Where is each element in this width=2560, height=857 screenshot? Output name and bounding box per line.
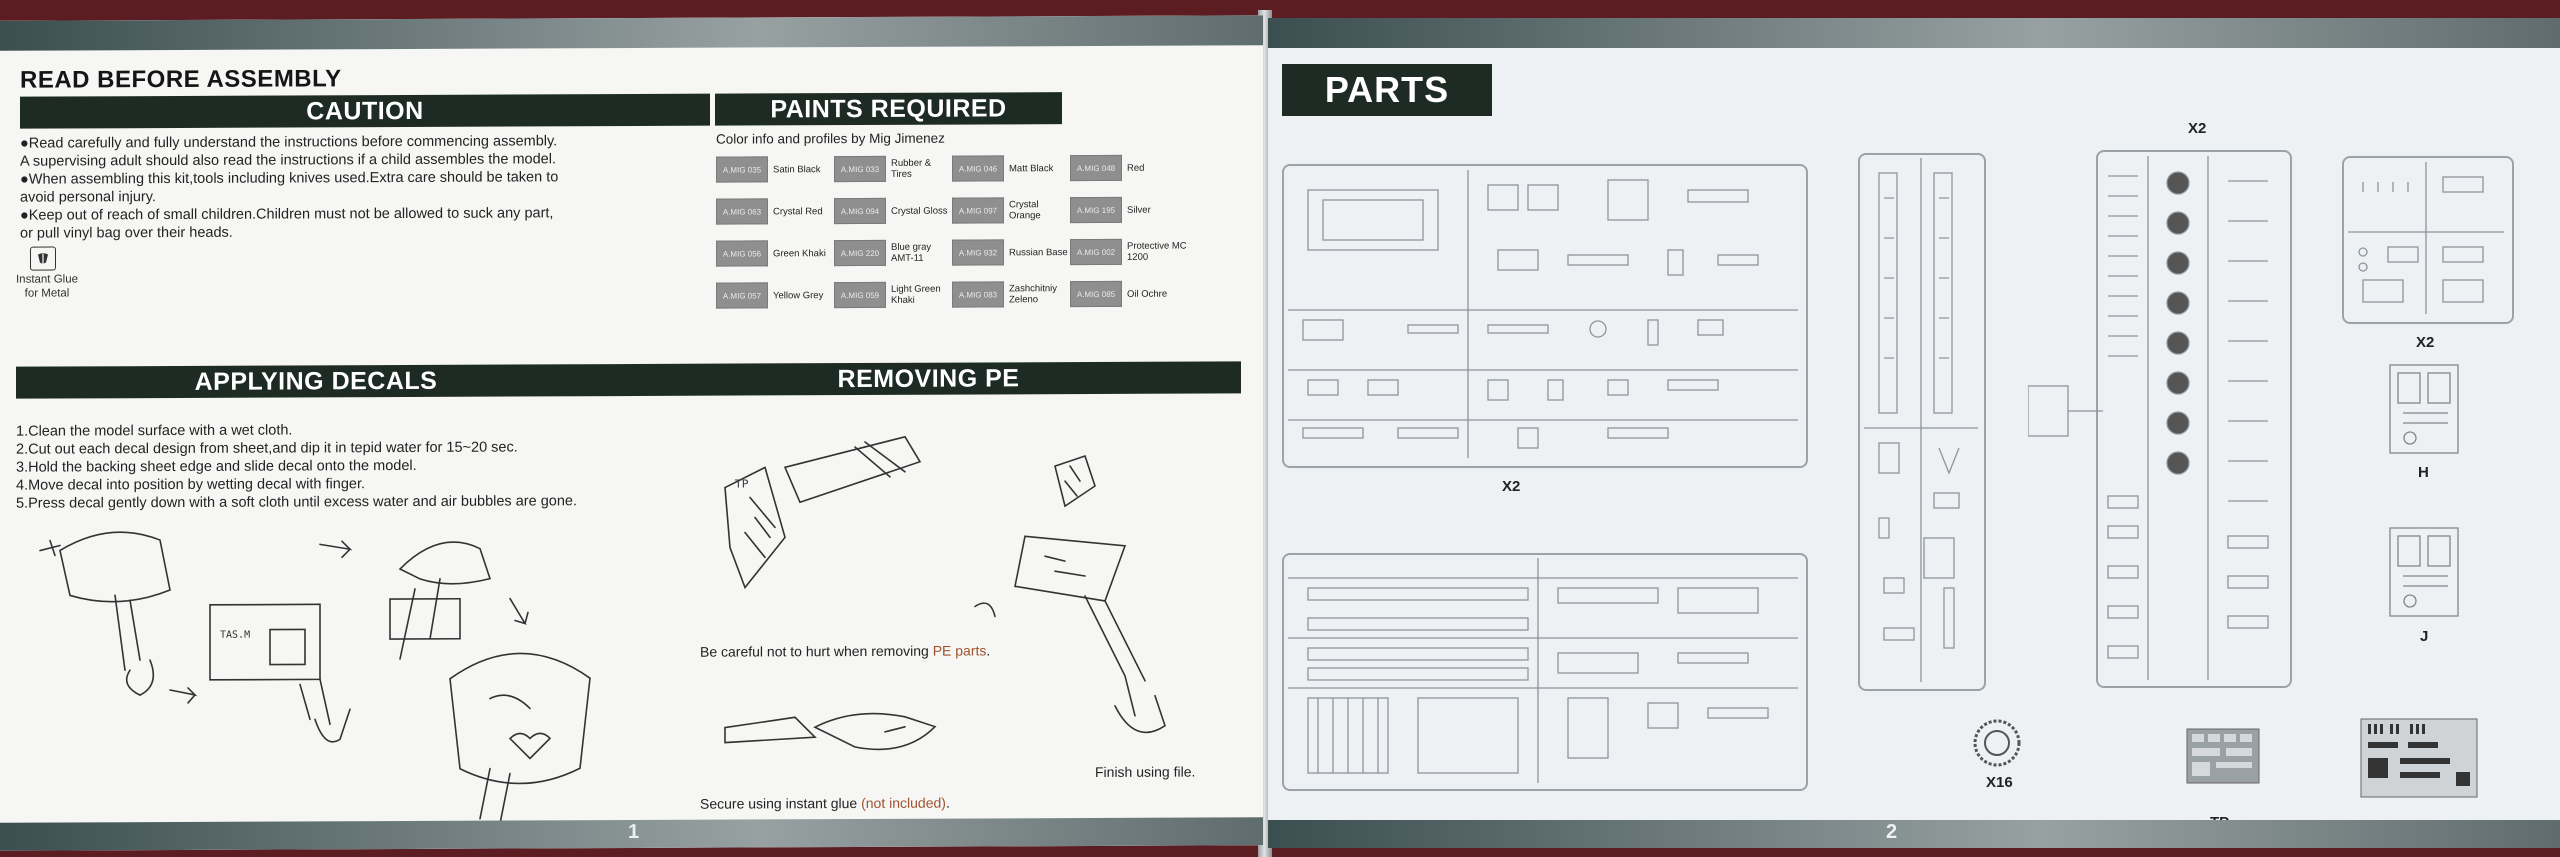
paint-name: Crystal Gloss [891, 205, 948, 217]
decal-step: 3.Hold the backing sheet edge and slide decal onto the model. [16, 457, 417, 476]
caution-line: ●Keep out of reach of small children.Children must not be allowed to suck any part, [20, 205, 554, 224]
parts-title: PARTS [1324, 69, 1450, 110]
paint-code: A.MIG 059 [834, 282, 886, 308]
qty-part-j: J [2420, 628, 2429, 645]
paint-item [1070, 278, 1187, 311]
paints-title: PAINTS REQUIRED [770, 93, 1007, 123]
paint-name: Yellow Grey [773, 289, 824, 301]
paint-name: Red [1127, 162, 1145, 174]
page-2-top-band [1268, 18, 2560, 48]
glue-label-line-2: for Metal [24, 287, 70, 300]
decal-steps [16, 420, 656, 513]
decal-step: 1.Clean the model surface with a wet cloth. [16, 422, 293, 440]
paint-item [716, 279, 833, 312]
sprue-e-parts [2348, 162, 2504, 314]
paint-name: Crystal Orange [1009, 199, 1041, 222]
paint-name: Zashchitniy Zeleno [1009, 283, 1058, 306]
paint-code: A.MIG 097 [952, 197, 1004, 223]
paint-item [952, 152, 1069, 185]
pe-caption-part: Secure using instant glue [700, 794, 862, 812]
paint-item [834, 153, 951, 186]
parts-header [1282, 64, 1492, 116]
applying-decals-header [16, 364, 616, 399]
paint-name: Oil Ochre [1127, 288, 1168, 300]
qty-part-h: H [2418, 464, 2429, 481]
paint-code: A.MIG 083 [952, 281, 1004, 307]
paint-item [1070, 152, 1187, 185]
paint-code: A.MIG 063 [716, 198, 768, 224]
page-number: 2 [1886, 821, 1898, 843]
paint-item [952, 194, 1069, 227]
sprue-d-parts [2028, 156, 2298, 680]
qty-sprue-d: X2 [2416, 334, 2435, 351]
pe-caption-glue [700, 795, 950, 812]
caution-line: ●When assembling this kit,tools including knives used.Extra care should be taken to [20, 169, 559, 188]
instant-glue-label [12, 272, 82, 300]
pe-caption-careful [700, 642, 990, 659]
pe-caption-part: Be careful not to hurt when removing [700, 642, 933, 660]
paint-code: A.MIG 033 [834, 156, 886, 182]
paint-item [834, 279, 951, 312]
paint-code: A.MIG 094 [834, 198, 886, 224]
wheel-icon [1972, 718, 2022, 768]
sprue-c-parts [1864, 158, 1978, 682]
paint-name: Russian Base [1009, 246, 1068, 258]
sprue-a-parts [1288, 170, 1798, 458]
paints-subtitle: Color info and profiles by Mig Jimenez [716, 130, 945, 147]
qty-sprue-c: X2 [2188, 120, 2207, 137]
paint-code: A.MIG 048 [1070, 155, 1122, 181]
paint-name: Satin Black [773, 163, 821, 175]
paint-item [716, 153, 833, 186]
caution-line: avoid personal injury. [20, 189, 156, 206]
paint-code: A.MIG 195 [1070, 197, 1122, 223]
paint-item [952, 236, 1069, 269]
paint-code: A.MIG 085 [1070, 281, 1122, 307]
paint-code: A.MIG 057 [716, 282, 768, 308]
decal-step: 5.Press decal gently down with a soft cloth until excess water and air bubbles are gone. [16, 493, 577, 512]
paint-item [952, 278, 1069, 311]
pe-title: REMOVING PE [837, 363, 1020, 393]
decals-title: APPLYING DECALS [194, 366, 438, 396]
paint-grid [716, 151, 1236, 311]
paint-name: Crystal Red [773, 205, 823, 217]
pe-caption-highlight: (not included) [861, 794, 946, 811]
decal-step: 4.Move decal into position by wetting decal with finger. [16, 476, 366, 494]
caution-line: or pull vinyl bag over their heads. [20, 224, 233, 242]
pe-caption-file: Finish using file. [1095, 763, 1196, 780]
decal-sheet-sketch [2360, 718, 2478, 798]
paint-code: A.MIG 220 [834, 240, 886, 266]
pe-fret-sketch [2186, 728, 2260, 784]
paint-code: A.MIG 046 [952, 155, 1004, 181]
svg-text:TP: TP [735, 477, 749, 491]
caution-line: A supervising adult should also read the instructions if a child assembles the model. [20, 151, 556, 170]
removing-pe-header [616, 361, 1241, 396]
paint-name: Protective MC 1200 [1127, 240, 1187, 263]
paint-code: A.MIG 002 [1070, 239, 1122, 265]
paint-item [1070, 194, 1187, 227]
page-1 [0, 15, 1263, 851]
paint-name: Matt Black [1009, 162, 1054, 174]
page-2-bottom-band [1268, 820, 2560, 848]
paint-code: A.MIG 932 [952, 239, 1004, 265]
decal-application-sketch [20, 508, 660, 841]
paint-name: Blue gray AMT-11 [891, 241, 932, 264]
pe-caption-highlight: PE parts [932, 642, 987, 659]
pe-removal-sketch [705, 425, 1245, 797]
caution-title: CAUTION [306, 96, 424, 125]
paint-name: Silver [1127, 204, 1151, 216]
svg-text:TAS.M: TAS.M [219, 629, 251, 641]
page-number: 1 [628, 820, 640, 844]
pe-caption-part: . [986, 642, 991, 659]
part-h-sketch [2388, 363, 2460, 455]
instant-glue-icon [30, 247, 56, 271]
part-j-sketch [2388, 526, 2460, 618]
decal-step: 2.Cut out each decal design from sheet,and dip it in tepid water for 15~20 sec. [16, 439, 518, 458]
caution-line: ●Read carefully and fully understand the instructions before commencing assembly. [20, 133, 558, 152]
paint-item [716, 237, 833, 270]
paint-code: A.MIG 056 [716, 240, 768, 266]
page-2 [1268, 18, 2560, 848]
qty-sprue-a: X2 [1502, 478, 1521, 495]
paint-code: A.MIG 035 [716, 156, 768, 182]
paint-name: Rubber & Tires [891, 157, 932, 180]
pe-caption-part: . [945, 794, 950, 811]
page-1-top-band [0, 15, 1263, 51]
sprue-b-parts [1288, 558, 1798, 783]
caution-header [20, 94, 710, 129]
qty-wheels: X16 [1986, 774, 2013, 791]
paint-name: Green Khaki [773, 247, 826, 259]
paints-required-header [715, 92, 1062, 126]
paint-name: Light Green Khaki [891, 283, 941, 306]
read-before-assembly-title: READ BEFORE ASSEMBLY [20, 65, 342, 94]
glue-label-line-1: Instant Glue [15, 273, 78, 286]
caution-list [20, 132, 600, 243]
paint-item [834, 195, 951, 228]
paint-item [716, 195, 833, 228]
paint-item [834, 237, 951, 270]
paint-item [1070, 236, 1187, 269]
